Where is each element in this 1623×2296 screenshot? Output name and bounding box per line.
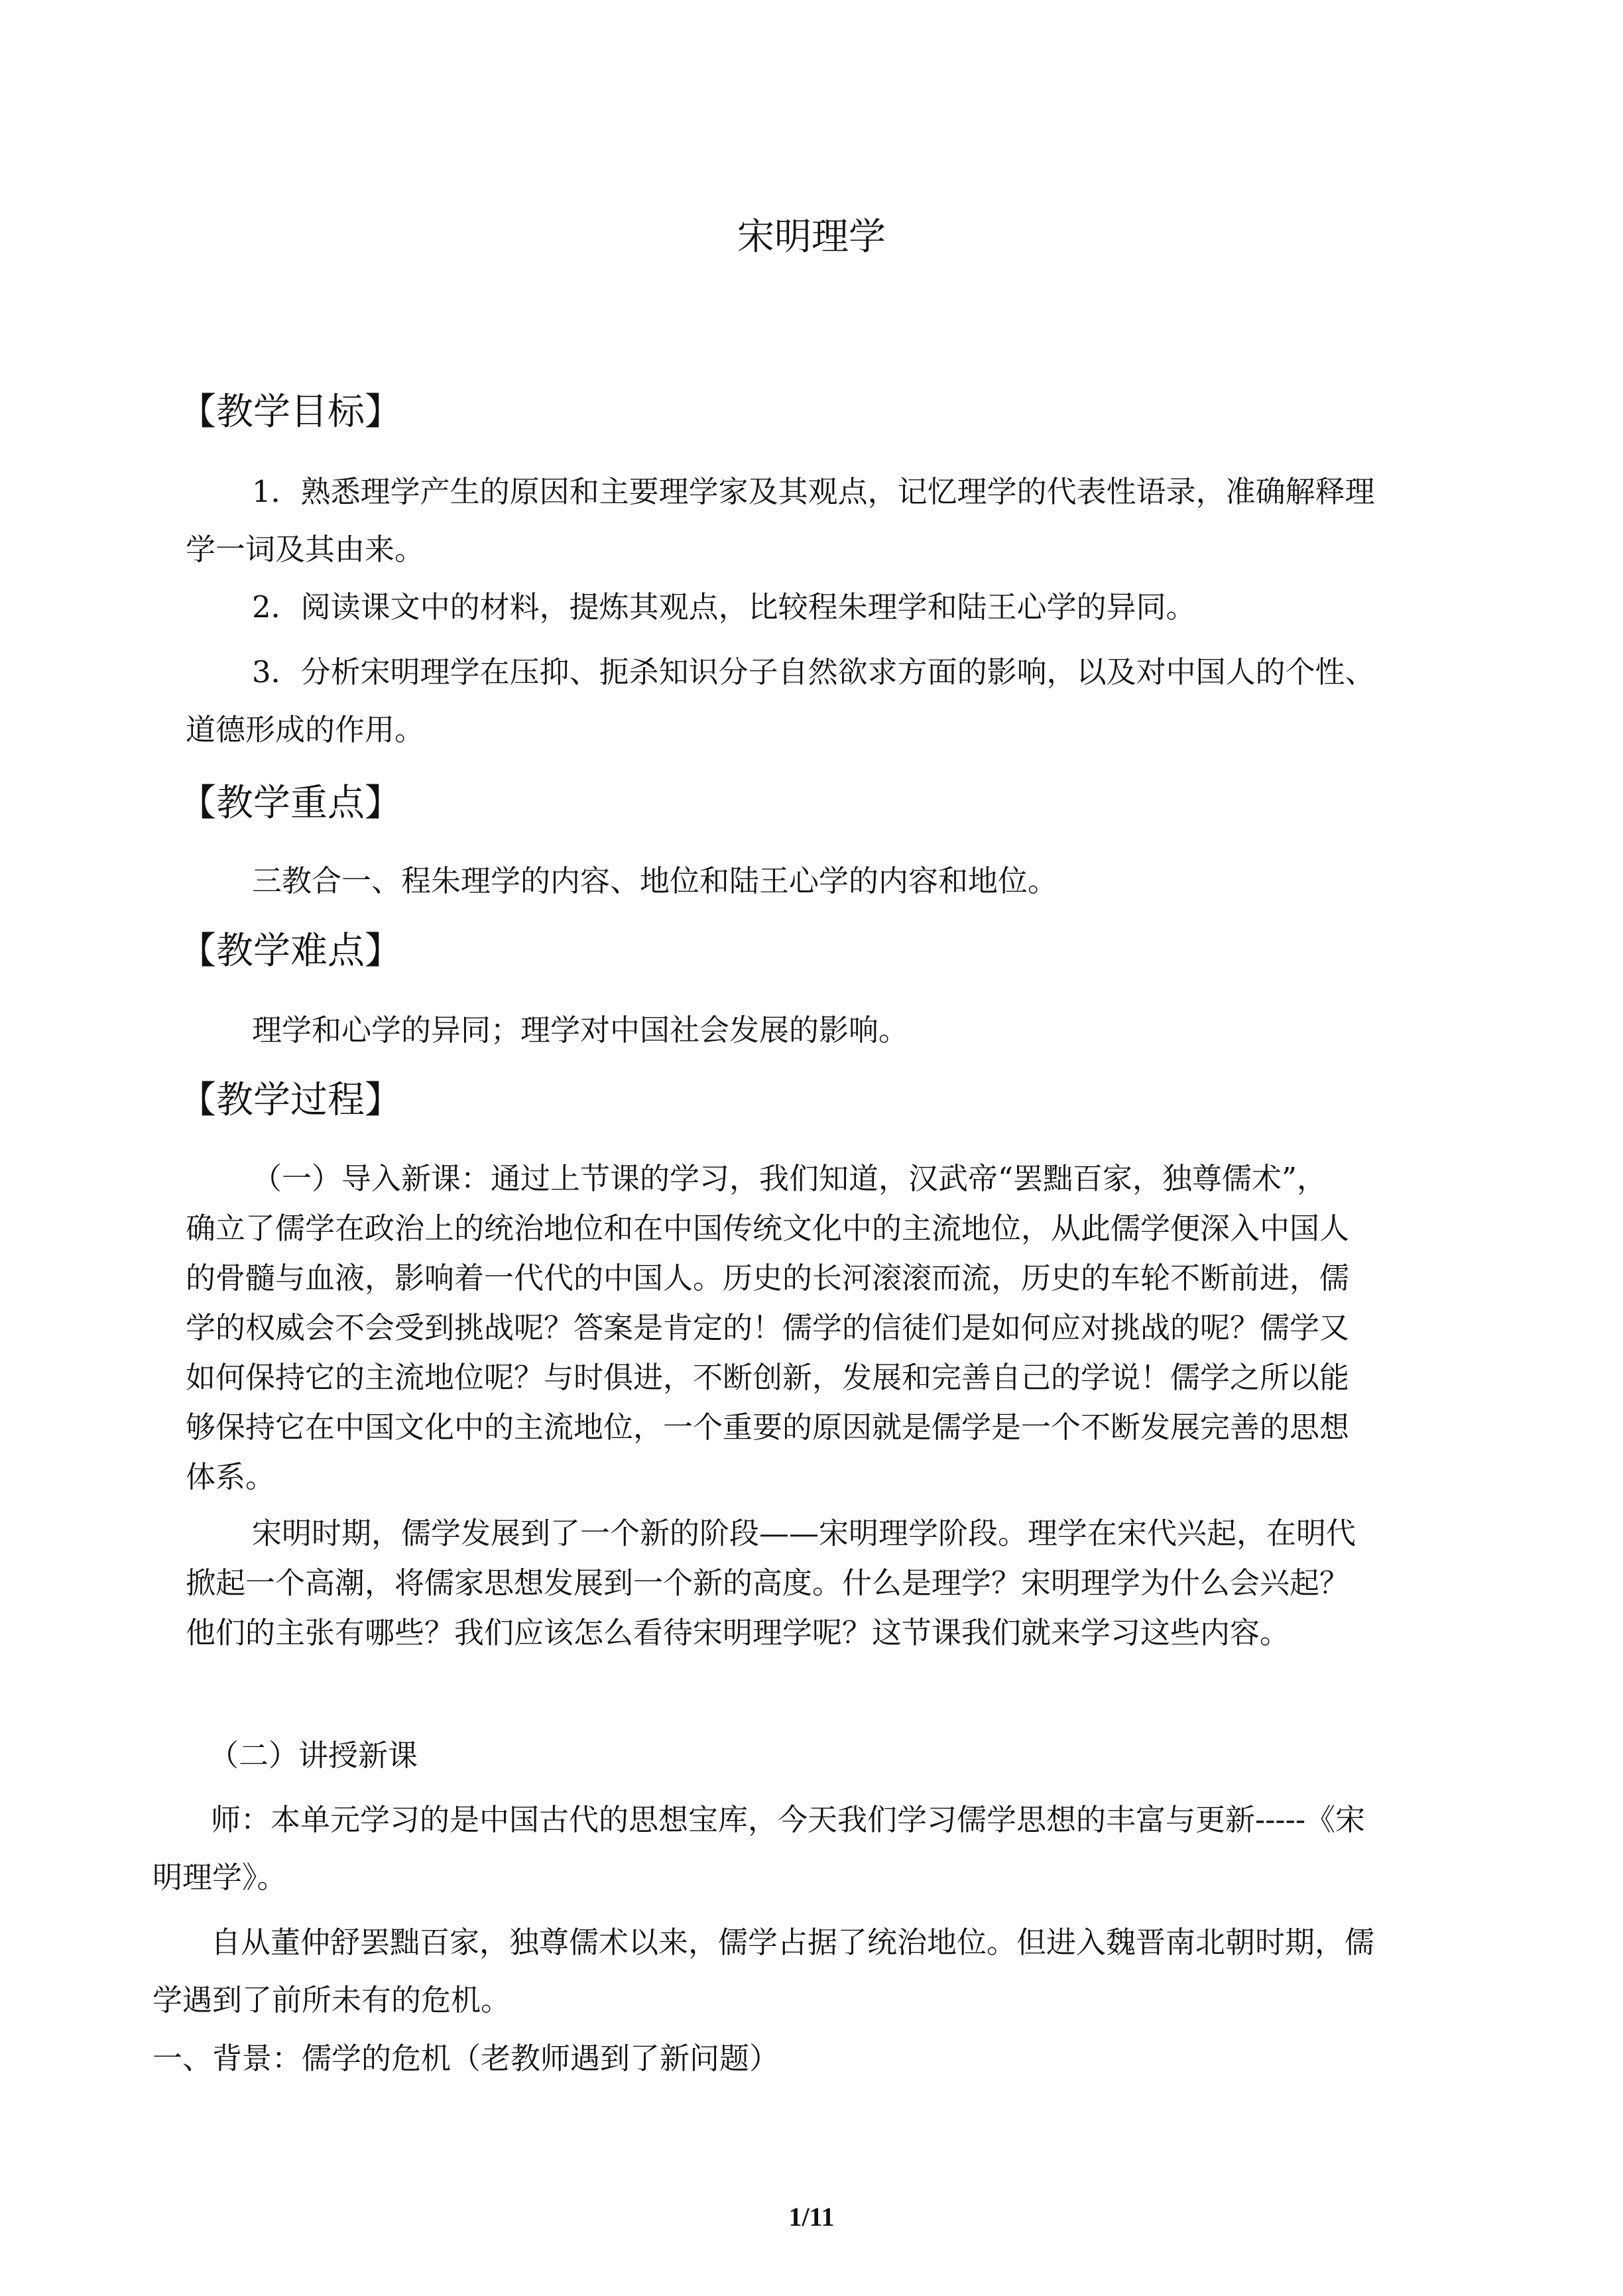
background-heading: 一、背景：儒学的危机（老教师遇到了新问题） — [152, 2041, 780, 2076]
intro-line-7: 体系。 — [186, 1459, 276, 1494]
objective-3-line-1: 3．分析宋明理学在压抑、扼杀知识分子自然欲求方面的影响，以及对中国人的个性、 — [252, 654, 1375, 690]
objective-1-line-2: 学一词及其由来。 — [186, 532, 425, 567]
page-number: 1/11 — [788, 2202, 835, 2232]
objective-3-line-2: 道德形成的作用。 — [186, 712, 425, 747]
teacher-line-1: 师：本单元学习的是中国古代的思想宝库，今天我们学习儒学思想的丰富与更新-----《宋 — [211, 1802, 1366, 1837]
key-points-text: 三教合一、程朱理学的内容、地位和陆王心学的内容和地位。 — [252, 863, 1058, 898]
difficulties-heading: 【教学难点】 — [179, 930, 402, 973]
objective-2: 2．阅读课文中的材料，提炼其观点，比较程朱理学和陆王心学的异同。 — [252, 589, 1196, 625]
crisis-line-1: 自从董仲舒罢黜百家，独尊儒术以来，儒学占据了统治地位。但进入魏晋南北朝时期，儒 — [211, 1925, 1375, 1960]
intro-line-1: （一）导入新课：通过上节课的学习，我们知道，汉武帝“罢黜百家，独尊儒术”， — [252, 1161, 1327, 1196]
page-title: 宋明理学 — [737, 215, 886, 259]
lecture-subheading: （二）讲授新课 — [209, 1738, 418, 1773]
song-ming-line-1: 宋明时期，儒学发展到了一个新的阶段——宋明理学阶段。理学在宋代兴起，在明代 — [252, 1516, 1356, 1551]
intro-line-2: 确立了儒学在政治上的统治地位和在中国传统文化中的主流地位，从此儒学便深入中国人 — [186, 1211, 1350, 1246]
intro-line-5: 如何保持它的主流地位呢？与时俱进，不断创新，发展和完善自己的学说！儒学之所以能 — [186, 1360, 1350, 1395]
song-ming-line-3: 他们的主张有哪些？我们应该怎么看待宋明理学呢？这节课我们就来学习这些内容。 — [186, 1615, 1290, 1650]
process-heading: 【教学过程】 — [179, 1079, 402, 1122]
key-points-heading: 【教学重点】 — [179, 782, 402, 825]
objectives-heading: 【教学目标】 — [179, 391, 402, 434]
intro-line-3: 的骨髓与血液，影响着一代代的中国人。历史的长河滚滚而流，历史的车轮不断前进，儒 — [186, 1260, 1350, 1296]
intro-line-4: 学的权威会不会受到挑战呢？答案是肯定的！儒学的信徒们是如何应对挑战的呢？儒学又 — [186, 1310, 1350, 1345]
difficulties-text: 理学和心学的异同；理学对中国社会发展的影响。 — [252, 1012, 909, 1048]
song-ming-line-2: 掀起一个高潮，将儒家思想发展到一个新的高度。什么是理学？宋明理学为什么会兴起？ — [186, 1565, 1350, 1601]
objective-1-line-1: 1．熟悉理学产生的原因和主要理学家及其观点，记忆理学的代表性语录，准确解释理 — [252, 474, 1375, 509]
teacher-line-2: 明理学》。 — [152, 1860, 287, 1895]
intro-line-6: 够保持它在中国文化中的主流地位，一个重要的原因就是儒学是一个不断发展完善的思想 — [186, 1410, 1350, 1445]
crisis-line-2: 学遇到了前所未有的危机。 — [152, 1982, 511, 2018]
